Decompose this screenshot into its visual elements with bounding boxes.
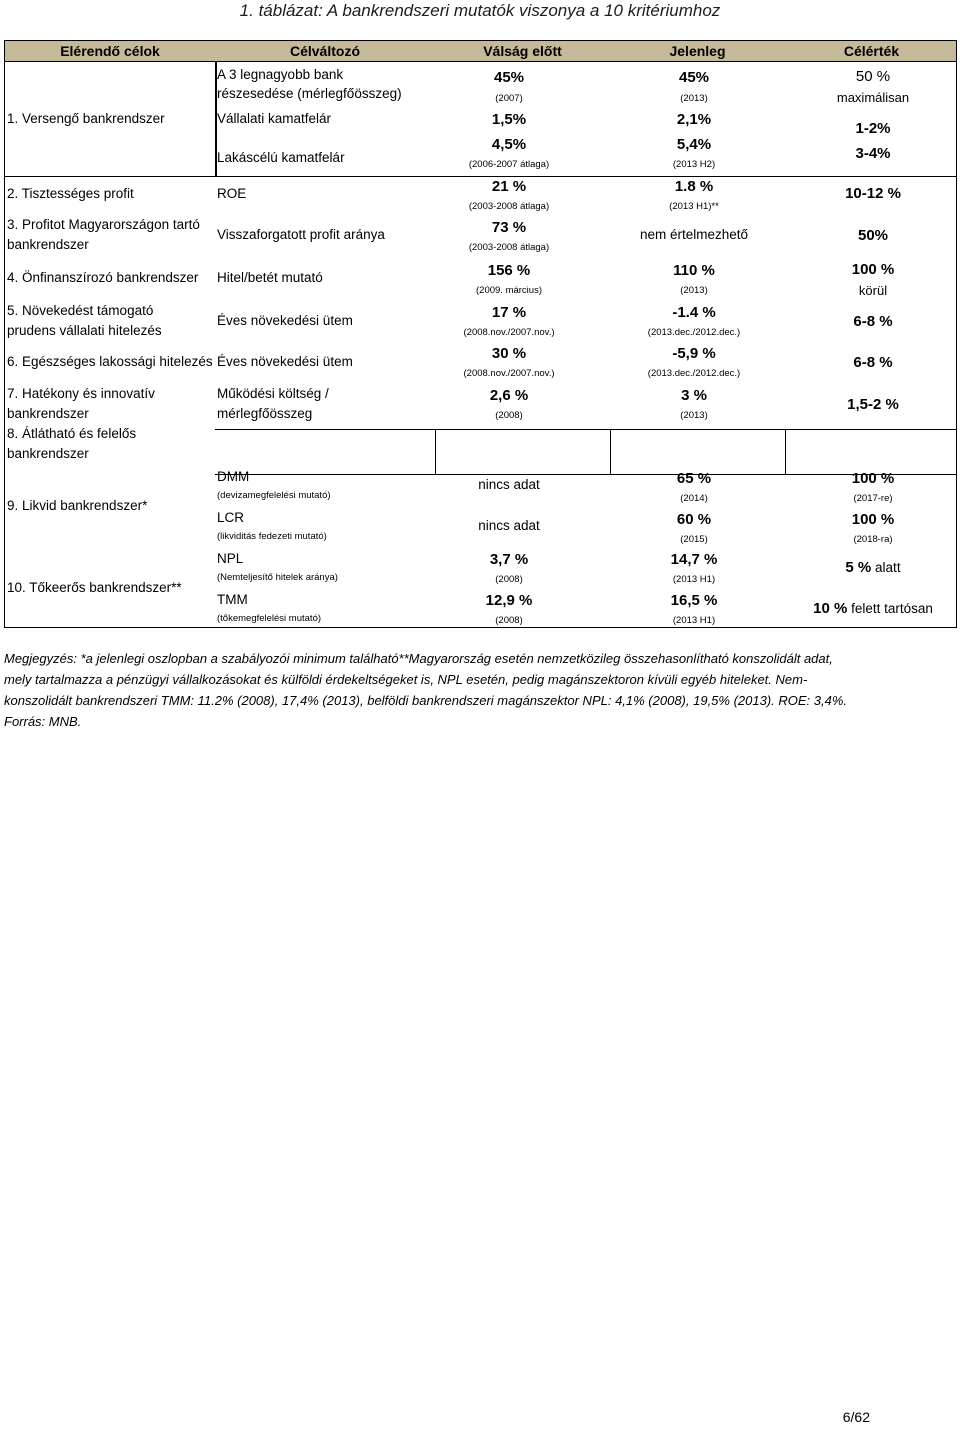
- before-1a: 45%: [493, 69, 525, 86]
- current-9a-note: (2014): [680, 493, 708, 504]
- target-2: 10-12 %: [845, 185, 901, 202]
- var-10b: TMM: [217, 592, 248, 607]
- footnote-line: konszolidált bankrendszeri TMM: 11.2% (2008), 17,4% (2013), belföldi bankrendszeri magánszektor NPL: 4,1% (2008), 19,5% (2013). ROE: 3,4%.: [4, 693, 848, 708]
- before-1c: 4,5%: [491, 136, 527, 153]
- divider: [215, 474, 957, 475]
- current-9a: 65 %: [676, 470, 712, 487]
- goal-3-line1: 3. Profitot Magyarországon tartó: [7, 217, 200, 232]
- goal-8-line1: 8. Átlátható és felelős: [7, 426, 137, 441]
- before-10b: 12,9 %: [485, 592, 533, 609]
- divider: [215, 429, 957, 430]
- table-header: [5, 41, 957, 62]
- current-1a-note: (2013): [680, 93, 708, 104]
- var-1b: Vállalati kamatfelár: [217, 111, 332, 126]
- footnote-line: Forrás: MNB.: [4, 714, 82, 729]
- target-10a: 5 %: [845, 559, 872, 576]
- goal-4: 4. Önfinanszírozó bankrendszer: [7, 270, 199, 285]
- target-7: 1,5-2 %: [847, 396, 899, 413]
- target-9b: 100 %: [851, 511, 895, 528]
- var-5: Éves növekedési ütem: [217, 313, 353, 328]
- current-4: 110 %: [673, 262, 715, 279]
- current-10a: 14,7 %: [670, 551, 718, 568]
- page-title: 1. táblázat: A bankrendszeri mutatók viszonya a 10 kritériumhoz: [239, 1, 721, 20]
- criteria-table: [4, 40, 957, 628]
- var-9b-note: (likviditás fedezeti mutató): [217, 531, 327, 542]
- current-5: -1.4 %: [672, 304, 716, 321]
- var-1a-line1: A 3 legnagyobb bank: [217, 67, 344, 82]
- footnote-line: mely tartalmazza a pénzügyi vállalkozásokat és külföldi érdekeltségeket is, NPL esetén, pedig magánszektoron kívüli egyéb hiteleket. Nem-: [4, 672, 808, 687]
- target-9a: 100 %: [851, 470, 895, 487]
- footnote: [4, 648, 956, 732]
- goal-7-line1: 7. Hatékony és innovatív: [7, 386, 155, 401]
- footnote-line: Megjegyzés: *a jelenlegi oszlopban a szabályozói minimum található**Magyarország esetén nemzetközileg összehasonlítható konszolidált adat,: [4, 651, 833, 666]
- target-3: 50%: [857, 227, 889, 244]
- current-3: nem értelmezhető: [639, 227, 749, 242]
- var-9a: DMM: [217, 469, 250, 484]
- current-1c: 5,4%: [676, 136, 712, 153]
- divider: [610, 429, 611, 475]
- before-2: 21 %: [491, 178, 527, 195]
- goal-5-line2: prudens vállalati hitelezés: [7, 323, 162, 338]
- var-1a-line2: részesedése (mérlegfőösszeg): [217, 86, 402, 101]
- var-10a-note: (Nemteljesítő hitelek aránya): [217, 572, 338, 583]
- current-6: -5,9 %: [672, 345, 716, 362]
- before-1b: 1,5%: [491, 111, 527, 128]
- goal-7-line2: bankrendszer: [7, 406, 89, 421]
- current-7: 3 %: [681, 387, 707, 404]
- before-3-note: (2003-2008 átlaga): [468, 242, 550, 253]
- header-goals: Elérendő célok: [60, 43, 160, 59]
- before-5-note: (2008.nov./2007.nov.): [463, 327, 555, 338]
- goal-8-line2: bankrendszer: [7, 446, 89, 461]
- before-3: 73 %: [491, 219, 527, 236]
- current-1b: 2,1%: [676, 111, 712, 128]
- var-7-line2: mérlegfőösszeg: [217, 406, 313, 421]
- current-9b-note: (2015): [680, 534, 708, 545]
- var-2: ROE: [217, 186, 247, 201]
- target-1c: 3-4%: [855, 145, 891, 162]
- var-4: Hitel/betét mutató: [217, 270, 323, 285]
- before-1a-note: (2007): [495, 93, 523, 104]
- current-10a-note: (2013 H1): [672, 574, 716, 585]
- target-10a-wrap: [845, 560, 900, 576]
- before-10b-note: (2008): [495, 615, 523, 626]
- before-1c-note: (2006-2007 átlaga): [468, 159, 550, 170]
- current-1a: 45%: [678, 69, 710, 86]
- divider: [785, 429, 786, 475]
- target-10b-wrap: [813, 601, 933, 617]
- var-9b: LCR: [217, 510, 245, 525]
- before-10a: 3,7 %: [489, 551, 529, 568]
- current-2: 1.8 %: [674, 178, 714, 195]
- current-10b: 16,5 %: [670, 592, 718, 609]
- var-10b-note: (tőkemegfelelési mutató): [217, 613, 322, 624]
- current-9b: 60 %: [676, 511, 712, 528]
- page-number: 6/62: [842, 1409, 870, 1425]
- var-10a: NPL: [217, 551, 244, 566]
- target-4-note: körül: [858, 283, 888, 298]
- target-1a-note: maximálisan: [836, 90, 910, 105]
- divider: [435, 429, 436, 475]
- goal-6: 6. Egészséges lakossági hitelezés: [7, 354, 213, 369]
- current-2-note: (2013 H1)**: [669, 201, 719, 212]
- var-1c: Lakáscélú kamatfelár: [217, 150, 345, 165]
- target-1b: 1-2%: [855, 120, 891, 137]
- target-10b: 10 %: [813, 600, 848, 617]
- before-4-note: (2009. március): [476, 285, 542, 296]
- target-5: 6-8 %: [853, 313, 893, 330]
- before-7: 2,6 %: [489, 387, 529, 404]
- var-6: Éves növekedési ütem: [217, 354, 353, 369]
- before-10a-note: (2008): [495, 574, 523, 585]
- target-9a-note: (2017-re): [853, 493, 893, 504]
- before-7-note: (2008): [495, 410, 523, 421]
- var-3: Visszaforgatott profit aránya: [217, 227, 385, 242]
- goal-1: 1. Versengő bankrendszer: [7, 111, 165, 126]
- before-5: 17 %: [491, 304, 527, 321]
- current-6-note: (2013.dec./2012.dec.): [647, 368, 741, 379]
- target-6: 6-8 %: [853, 354, 893, 371]
- header-before-crisis: Válság előtt: [483, 43, 562, 59]
- current-7-note: (2013): [680, 410, 708, 421]
- goal-3-line2: bankrendszer: [7, 237, 89, 252]
- goal-9: 9. Likvid bankrendszer*: [7, 498, 148, 513]
- var-7-line1: Működési költség /: [217, 386, 329, 401]
- target-10b-note: felett tartósan: [851, 601, 933, 616]
- before-6-note: (2008.nov./2007.nov.): [463, 368, 555, 379]
- target-10a-note: alatt: [875, 560, 901, 575]
- target-9b-note: (2018-ra): [853, 534, 893, 545]
- current-5-note: (2013.dec./2012.dec.): [647, 327, 741, 338]
- header-target: Célérték: [843, 43, 900, 59]
- before-2-note: (2003-2008 átlaga): [468, 201, 550, 212]
- target-1a: 50 %: [855, 68, 891, 85]
- before-6: 30 %: [491, 345, 527, 362]
- goal-10: 10. Tőkeerős bankrendszer**: [7, 580, 182, 595]
- target-4: 100 %: [851, 261, 895, 278]
- current-10b-note: (2013 H1): [672, 615, 716, 626]
- current-4-note: (2013): [680, 285, 708, 296]
- header-variable: Célváltozó: [289, 43, 360, 59]
- before-9b: nincs adat: [478, 518, 540, 533]
- current-1c-note: (2013 H2): [672, 159, 716, 170]
- before-9a: nincs adat: [478, 477, 540, 492]
- divider: [5, 176, 957, 177]
- goal-2: 2. Tisztességes profit: [7, 186, 134, 201]
- var-9a-note: (devizamegfelelési mutató): [217, 490, 331, 501]
- before-4: 156 %: [487, 262, 531, 279]
- header-current: Jelenleg: [669, 43, 726, 59]
- goal-5-line1: 5. Növekedést támogató: [7, 303, 154, 318]
